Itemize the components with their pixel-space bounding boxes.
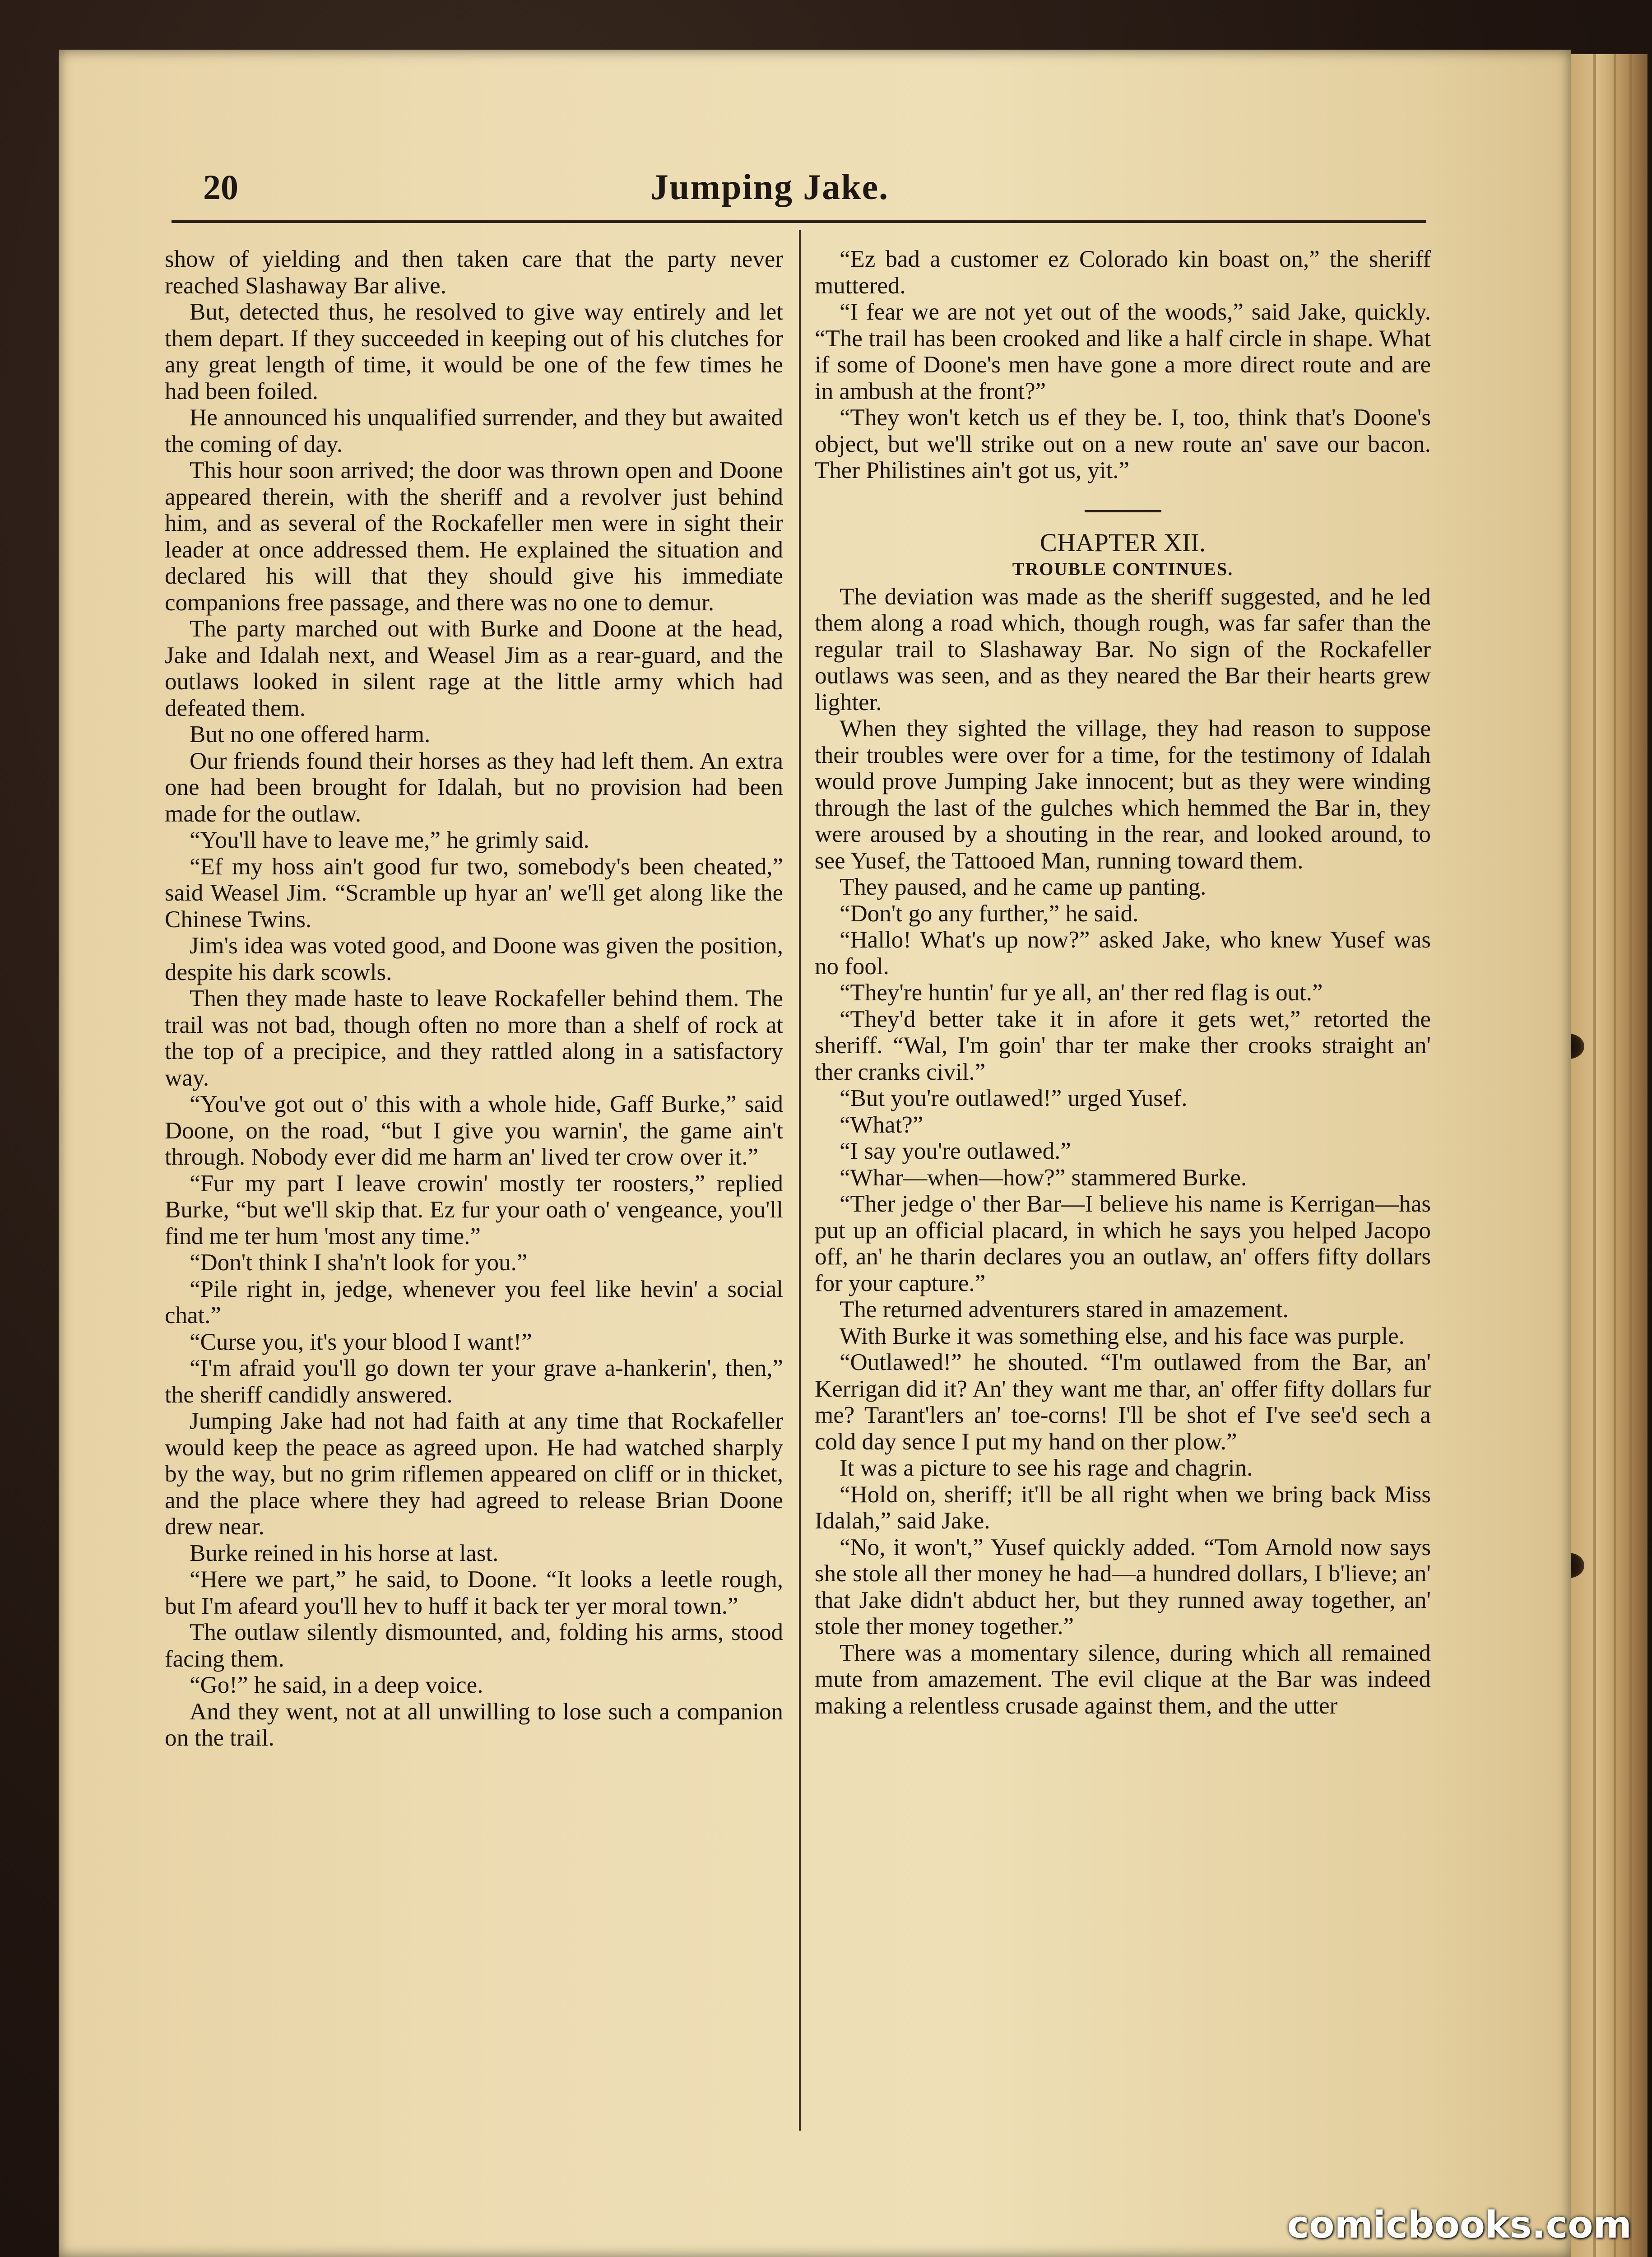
paragraph: The deviation was made as the sheriff suggested, and he led them along a road which, though rough, was far safer than the regular trail to Slashaway Bar. No sign of the Rockafeller outlaws was seen, and as they neared the Bar their hearts grew lighter. xyxy=(815,583,1431,715)
paragraph: “Go!” he said, in a deep voice. xyxy=(190,1672,483,1698)
paragraph: “You've got out o' this with a whole hide, Gaff Burke,” said Doone, on the road, “but I give you warnin', the game ain't through. Nobody ever did me harm an' lived ter crow over it.” xyxy=(165,1091,783,1170)
paragraph: “No, it won't,” Yusef quickly added. “Tom Arnold now says she stole all ther money he had—a hundred dollars, I b'lieve; an' that Jake didn't abduct her, but they runned away together, an' stole ther money together.” xyxy=(815,1534,1431,1639)
paragraph: “I fear we are not yet out of the woods,” said Jake, quickly. “The trail has been crooked and like a half circle in shape. What if some of Doone's men have gone a more direct route and are in ambush at the front?” xyxy=(815,299,1431,404)
paragraph: “Ther jedge o' ther Bar—I believe his name is Kerrigan—has put up an official placard, in which he says you helped Jacopo off, an' he tharin declares you an outlaw, an' offers fifty dollars for your capture.” xyxy=(815,1191,1431,1296)
paragraph: Jumping Jake had not had faith at any time that Rockafeller would keep the peace as agreed upon. He had watched sharply by the way, but no grim riflemen appeared on cliff or in thicket, and the place where they had agreed to release Brian Doone drew near. xyxy=(165,1408,783,1540)
paragraph: “Ef my hoss ain't good fur two, somebody's been cheated,” said Weasel Jim. “Scramble up hyar an' we'll get along like the Chinese Twins. xyxy=(165,853,783,933)
running-title: Jumping Jake. xyxy=(650,167,889,207)
header-rule xyxy=(172,220,1426,223)
paragraph: “Fur my part I leave crowin' mostly ter roosters,” replied Burke, “but we'll skip that. Ez fur your oath o' vengeance, you'll find me ter hum 'most any time.” xyxy=(165,1170,783,1249)
chapter-rule xyxy=(1085,510,1161,512)
paragraph: “They won't ketch us ef they be. I, too, think that's Doone's object, but we'll strike out on a new route an' save our bacon. Ther Philistines ain't got us, yit.” xyxy=(815,404,1431,483)
paragraph: It was a picture to see his rage and chagrin. xyxy=(840,1455,1253,1481)
paragraph: They paused, and he came up panting. xyxy=(840,874,1207,900)
paragraph: “What?” xyxy=(840,1111,923,1138)
paragraph: “You'll have to leave me,” he grimly said. xyxy=(190,827,589,853)
paragraph: Jim's idea was voted good, and Doone was given the position, despite his dark scowls. xyxy=(165,933,783,985)
paragraph: “Don't think I sha'n't look for you.” xyxy=(190,1249,528,1276)
paragraph: There was a momentary silence, during which all remained mute from amazement. The evil clique at the Bar was indeed making a relentless crusade against them, and the utter xyxy=(815,1639,1431,1719)
paragraph: “But you're outlawed!” urged Yusef. xyxy=(840,1085,1188,1111)
paragraph: The party marched out with Burke and Doone at the head, Jake and Idalah next, and Weasel Jim as a rear-guard, and the outlaws looked in silent rage at the little army which had defeated them. xyxy=(165,616,783,721)
right-text-column xyxy=(815,246,1431,2146)
paragraph: show of yielding and then taken care that the party never reached Slashaway Bar alive. xyxy=(165,246,783,299)
page-edge-line xyxy=(1614,54,1616,2257)
running-head xyxy=(172,163,1435,207)
paragraph: “Hallo! What's up now?” asked Jake, who knew Yusef was no fool. xyxy=(815,927,1431,980)
paragraph: The returned adventurers stared in amazement. xyxy=(840,1296,1289,1323)
paragraph: “I say you're outlawed.” xyxy=(840,1138,1071,1164)
paragraph: When they sighted the village, they had reason to suppose their troubles were over for a time, for the testimony of Idalah would prove Jumping Jake innocent; but as they were winding through the last of the gulches which hemmed the Bar in, they were aroused by a shouting in the rear, and looked around, to see Yusef, the Tattooed Man, running toward them. xyxy=(815,715,1431,874)
column-divider xyxy=(799,230,801,2131)
paragraph: Our friends found their horses as they had left them. An extra one had been brought for Idalah, but no provision had been made for the outlaw. xyxy=(165,748,783,827)
left-text-column xyxy=(165,246,783,2146)
paragraph: “They're huntin' fur ye all, an' ther red flag is out.” xyxy=(840,980,1323,1006)
paragraph: “Pile right in, jedge, whenever you feel like hevin' a social chat.” xyxy=(165,1276,783,1328)
paragraph: “Whar—when—how?” stammered Burke. xyxy=(840,1164,1247,1191)
paragraph: “Curse you, it's your blood I want!” xyxy=(190,1328,532,1355)
paragraph: Burke reined in his horse at last. xyxy=(190,1540,499,1566)
paragraph: But no one offered harm. xyxy=(190,721,431,748)
paragraph: “I'm afraid you'll go down ter your grave a-hankerin', then,” the sheriff candidly answered. xyxy=(165,1355,783,1408)
paragraph: “Outlawed!” he shouted. “I'm outlawed from the Bar, an' Kerrigan did it? An' they want me thar, an' offer fifty dollars fur me? Tarant'lers an' toe-corns! I'll be shot ef I've see'd sech a cold day sence I put my hand on ther plow.” xyxy=(815,1349,1431,1455)
paragraph: Then they made haste to leave Rockafeller behind them. The trail was not bad, though often no more than a shelf of rock at the top of a precipice, and they rattled along in a satisfactory way. xyxy=(165,985,783,1091)
paragraph: He announced his unqualified surrender, and they but awaited the coming of day. xyxy=(165,404,783,457)
paragraph: The outlaw silently dismounted, and, folding his arms, stood facing them. xyxy=(165,1619,783,1672)
paragraph: “Here we part,” he said, to Doone. “It looks a leetle rough, but I'm afeard you'll hev to huff it back ter yer moral town.” xyxy=(165,1566,783,1619)
paragraph: “Ez bad a customer ez Colorado kin boast on,” the sheriff muttered. xyxy=(815,246,1431,299)
paragraph: “Don't go any further,” he said. xyxy=(840,900,1139,927)
paragraph: This hour soon arrived; the door was thrown open and Doone appeared therein, with the sheriff and a revolver just behind him, and as several of the Rockafeller men were in sight their leader at once addressed them. He explained the situation and declared his will that they should give his immediate companions free passage, and there was no one to demur. xyxy=(165,457,783,616)
page-edge-line xyxy=(1629,54,1632,2257)
chapter-subtitle: TROUBLE CONTINUES. xyxy=(1012,558,1234,579)
paragraph: And they went, not at all unwilling to lose such a companion on the trail. xyxy=(165,1698,783,1751)
page-number: 20 xyxy=(203,167,238,207)
paragraph: With Burke it was something else, and his face was purple. xyxy=(840,1323,1405,1349)
paragraph: “Hold on, sheriff; it'll be all right when we bring back Miss Idalah,” said Jake. xyxy=(815,1481,1431,1534)
page-edge-line xyxy=(1593,54,1596,2257)
paragraph: “They'd better take it in afore it gets wet,” retorted the sheriff. “Wal, I'm goin' thar ter make ther crooks straight an' ther cranks civil.” xyxy=(815,1006,1431,1085)
paragraph: But, detected thus, he resolved to give way entirely and let them depart. If they succeeded in keeping out of his clutches for any great length of time, it would be one of the few times he had been foiled. xyxy=(165,299,783,404)
page-edge-stack xyxy=(1571,54,1647,2257)
site-watermark: comicbooks.com xyxy=(1287,2204,1632,2247)
chapter-heading: CHAPTER XII. xyxy=(1039,528,1206,557)
